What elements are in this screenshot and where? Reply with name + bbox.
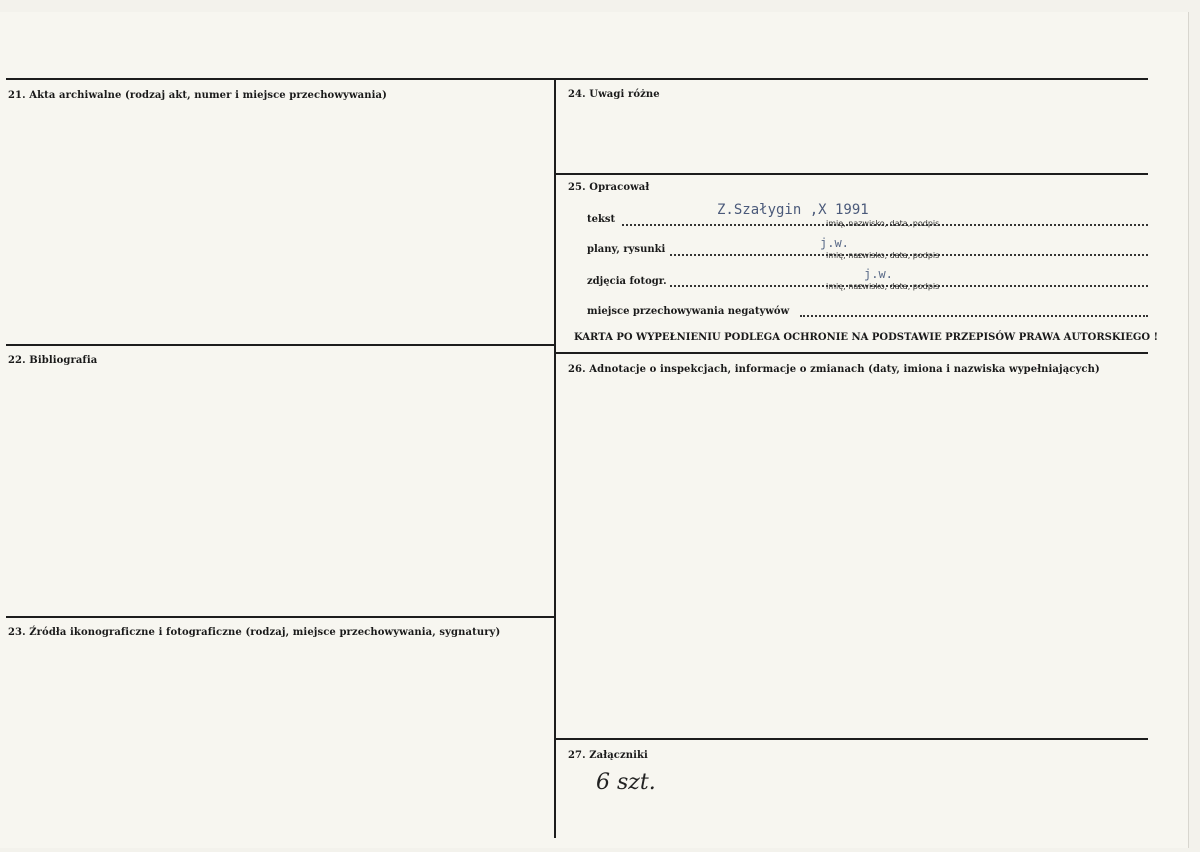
record-card xyxy=(0,12,1189,848)
rule-21-22 xyxy=(6,344,555,346)
section-21-label: 21. Akta archiwalne (rodzaj akt, numer i miejsce przechowywania) xyxy=(8,90,387,101)
field-plany-value: j.w. xyxy=(820,236,849,250)
field-zdjecia-value: j.w. xyxy=(864,267,893,281)
field-zdjecia-hint: imię, nazwisko, data, podpis xyxy=(826,282,940,291)
center-divider xyxy=(554,78,556,838)
field-tekst-hint: imię, nazwisko, data, podpis xyxy=(826,219,940,228)
section-22-label: 22. Bibliografia xyxy=(8,355,98,366)
section-25-label: 25. Opracował xyxy=(568,182,650,193)
field-negatywy-label: miejsce przechowywania negatywów xyxy=(587,306,790,317)
section-26-label: 26. Adnotacje o inspekcjach, informacje o zmianach (daty, imiona i nazwiska wypełniających) xyxy=(568,364,1100,375)
section-27-value: 6 szt. xyxy=(596,770,656,795)
section-24-label: 24. Uwagi różne xyxy=(568,89,660,100)
field-zdjecia-label: zdjęcia fotogr. xyxy=(587,276,667,287)
field-tekst-label: tekst xyxy=(587,214,616,225)
rule-24-25 xyxy=(555,173,1148,175)
rule-22-23 xyxy=(6,616,555,618)
copyright-notice: KARTA PO WYPEŁNIENIU PODLEGA OCHRONIE NA PODSTAWIE PRZEPISÓW PRAWA AUTORSKIEGO ! xyxy=(574,332,1158,343)
field-plany-label: plany, rysunki xyxy=(587,244,666,255)
field-tekst-value: Z.Szałygin ,X 1991 xyxy=(717,202,869,218)
field-plany-hint: imię, nazwisko, data, podpis xyxy=(826,251,940,260)
field-negatywy-line xyxy=(800,315,1148,317)
rule-26-27 xyxy=(555,738,1148,740)
section-23-label: 23. Źródła ikonograficzne i fotograficzne (rodzaj, miejsce przechowywania, sygnatury) xyxy=(8,627,501,638)
section-27-label: 27. Załączniki xyxy=(568,750,648,761)
rule-25-26 xyxy=(555,352,1148,354)
top-rule xyxy=(6,78,1148,80)
